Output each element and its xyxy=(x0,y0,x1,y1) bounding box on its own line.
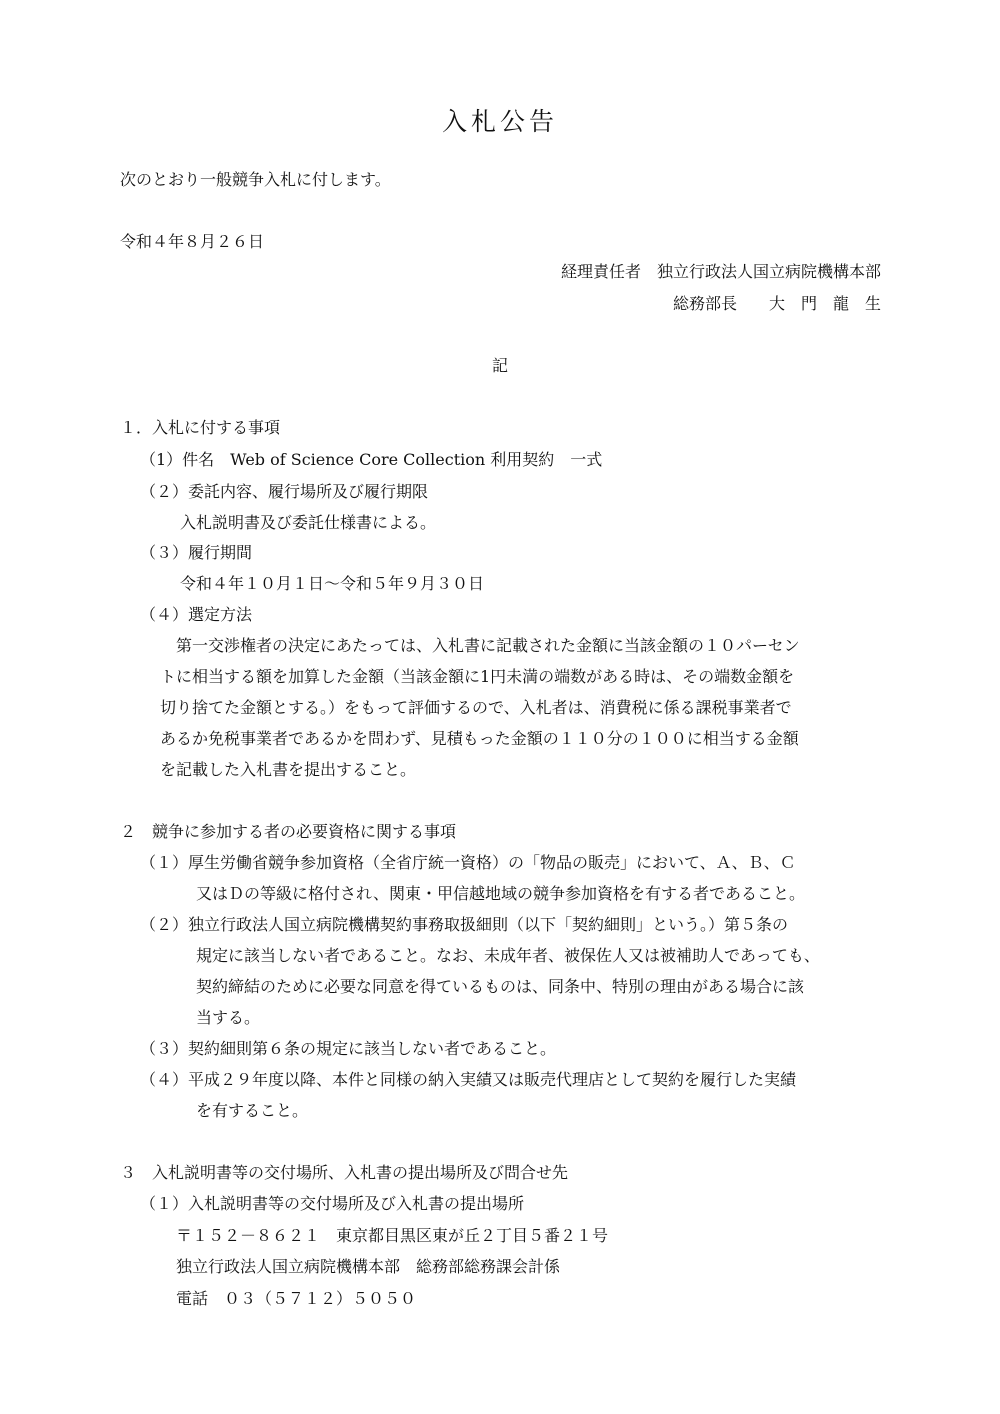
section-1-item-3: （３）履行期間 xyxy=(140,543,253,562)
contact-address: 〒１５２－８６２１ 東京都目黒区東が丘２丁目５番２１号 xyxy=(176,1226,609,1245)
issuer-title: 経理責任者 独立行政法人国立病院機構本部 xyxy=(560,262,881,281)
section-2-item-2-line: 契約締結のために必要な同意を得ているものは、同条中、特別の理由がある場合に該 xyxy=(196,977,805,996)
notice-date: 令和４年８月２６日 xyxy=(120,232,265,251)
section-2-item-3: （３）契約細則第６条の規定に該当しない者であること。 xyxy=(140,1039,557,1058)
section-2-item-4-line: を有すること。 xyxy=(196,1101,309,1120)
intro-text: 次のとおり一般競争入札に付します。 xyxy=(120,170,391,189)
section-3-item-1: （１）入札説明書等の交付場所及び入札書の提出場所 xyxy=(140,1194,525,1213)
section-2-heading: ２ 競争に参加する者の必要資格に関する事項 xyxy=(120,822,457,841)
section-1-item-4-line: 切り捨てた金額とする。）をもって評価するので、入札者は、消費税に係る課税事業者で xyxy=(160,698,792,717)
section-1-item-2: （２）委託内容、履行場所及び履行期限 xyxy=(140,482,429,501)
section-1-item-4-line: を記載した入札書を提出すること。 xyxy=(160,760,417,779)
section-2-item-2-line: 規定に該当しない者であること。なお、未成年者、被保佐人又は被補助人であっても、 xyxy=(196,946,820,965)
section-3-heading: ３ 入札説明書等の交付場所、入札書の提出場所及び問合せ先 xyxy=(120,1163,569,1182)
section-1-item-2-body: 入札説明書及び委託仕様書による。 xyxy=(180,513,437,532)
section-1-item-4: （４）選定方法 xyxy=(140,605,253,624)
section-1-item-1: （1）件名 Web of Science Core Collection 利用契約 一式 xyxy=(140,450,603,469)
section-1-item-4-line: トに相当する額を加算した金額（当該金額に1円未満の端数がある時は、その端数金額を xyxy=(160,667,795,686)
contact-phone: 電話 ０３（５７１２）５０５０ xyxy=(176,1289,417,1308)
section-2-item-1-line: （１）厚生労働省競争参加資格（全省庁統一資格）の「物品の販売」において、Ａ、Ｂ、Ｃ xyxy=(140,853,796,872)
section-2-item-1-line: 又はＤの等級に格付され、関東・甲信越地域の競争参加資格を有する者であること。 xyxy=(196,884,805,903)
document-title: 入札公告 xyxy=(441,107,558,136)
issuer-name: 総務部長 大 門 龍 生 xyxy=(672,294,881,313)
section-1-item-4-line: 第一交渉権者の決定にあたっては、入札書に記載された金額に当該金額の１０パーセン xyxy=(176,636,800,655)
ki-mark: 記 xyxy=(491,356,508,375)
section-2-item-2-line: 当する。 xyxy=(196,1008,261,1027)
contact-organization: 独立行政法人国立病院機構本部 総務部総務課会計係 xyxy=(176,1257,561,1276)
section-2-item-2-line: （２）独立行政法人国立病院機構契約事務取扱細則（以下「契約細則」という。）第５条の xyxy=(140,915,789,934)
section-1-item-3-body: 令和４年１０月１日～令和５年９月３０日 xyxy=(180,574,485,593)
section-1-heading: １．入札に付する事項 xyxy=(120,418,281,437)
section-1-item-4-line: あるか免税事業者であるかを問わず、見積もった金額の１１０分の１００に相当する金額 xyxy=(160,729,799,748)
section-2-item-4-line: （４）平成２９年度以降、本件と同様の納入実績又は販売代理店として契約を履行した実績 xyxy=(140,1070,797,1089)
